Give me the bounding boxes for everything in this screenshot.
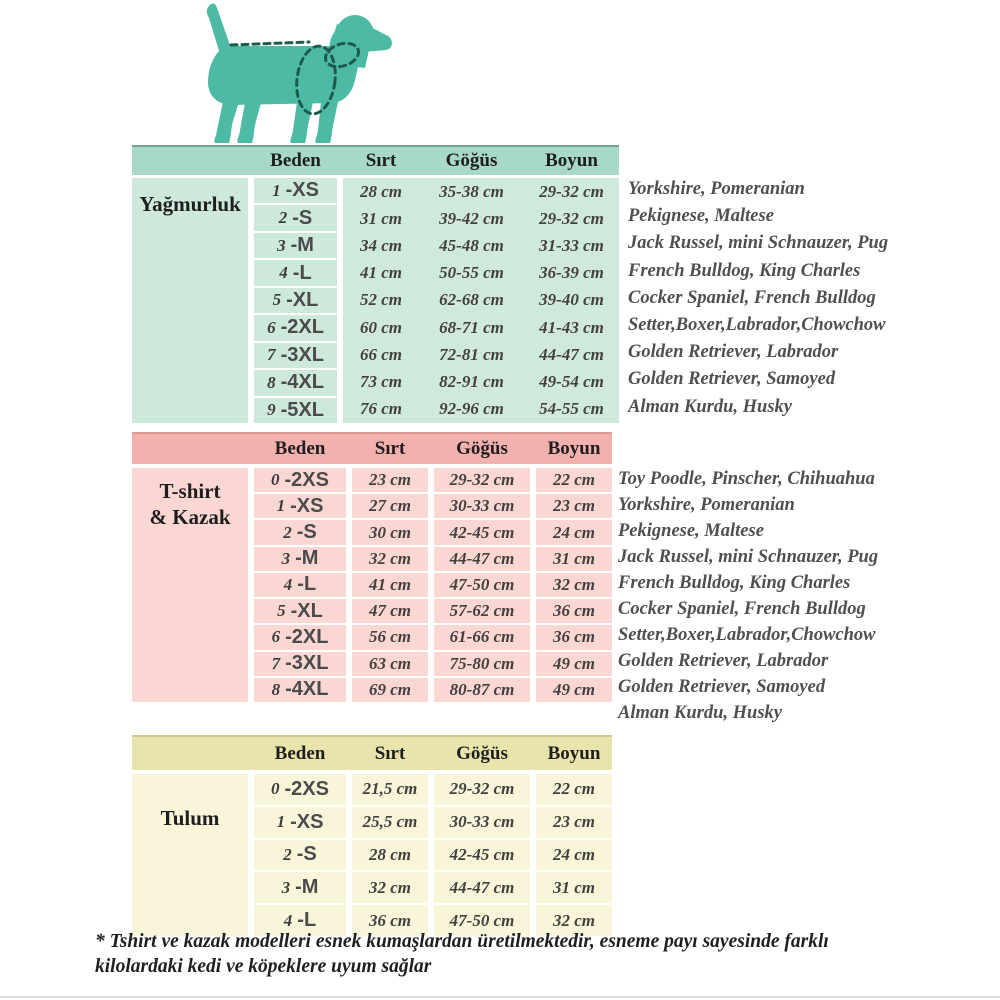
table-row [343, 205, 619, 232]
neck-measurement: 36-39 cm [539, 263, 604, 283]
neck-measurement: 31-33 cm [539, 236, 604, 256]
size-cell: 5 -XL [254, 599, 346, 625]
chest-measurement: 82-91 cm [439, 372, 504, 392]
chest-measurement: 29-32 cm [449, 470, 515, 490]
breed-entry: Golden Retriever, Labrador [618, 650, 829, 671]
boyun-column [536, 774, 612, 936]
chest-measurement: 44-47 cm [449, 548, 515, 568]
back-measurement: 73 cm [359, 372, 403, 392]
neck-measurement: 29-32 cm [539, 208, 604, 228]
sirt-column [352, 468, 428, 702]
sirt-column [352, 774, 428, 936]
back-measurement: 52 cm [359, 290, 403, 310]
neck-measurement: 41-43 cm [539, 317, 604, 337]
size-cell: 6 -2XL [254, 315, 337, 342]
back-measurement: 60 cm [359, 317, 403, 337]
measurements-block [343, 178, 619, 423]
size-table-yagmurluk [132, 145, 619, 423]
back-measurement: 56 cm [368, 627, 412, 647]
gogus-column [434, 468, 530, 702]
breed-entry: Toy Poodle, Pinscher, Chihuahua [618, 468, 875, 489]
bottom-divider [0, 996, 1000, 998]
back-measurement: 32 cm [368, 877, 412, 897]
breed-entry: Pekignese, Maltese [628, 206, 774, 227]
column-header-beden: Beden [274, 438, 326, 459]
breed-entry: Jack Russel, mini Schnauzer, Pug [618, 546, 879, 567]
size-cell: 3 -M [254, 872, 346, 905]
neck-measurement: 24 cm [552, 522, 596, 542]
breed-entry: Alman Kurdu, Husky [628, 396, 792, 417]
neck-measurement: 32 cm [552, 910, 596, 930]
breed-list-tshirt-kazak [618, 466, 878, 726]
size-cell: 4 -L [254, 260, 337, 287]
beden-column [254, 774, 346, 936]
breed-entry: Golden Retriever, Labrador [628, 342, 839, 363]
table-row [343, 369, 619, 396]
breed-entry: Pekignese, Maltese [618, 520, 764, 541]
size-cell: 9 -5XL [254, 398, 337, 423]
dog-leg-hind-front [237, 103, 261, 143]
column-header-boyun: Boyun [545, 150, 598, 171]
neck-measurement: 49-54 cm [539, 372, 604, 392]
table-row [343, 260, 619, 287]
neck-measurement: 36 cm [552, 601, 596, 621]
chest-measurement: 35-38 cm [439, 181, 504, 201]
size-table-tshirt-kazak [132, 432, 612, 702]
neck-measurement: 31 cm [552, 548, 596, 568]
breed-entry: Cocker Spaniel, French Bulldog [618, 598, 866, 619]
size-cell: 1 -XS [254, 807, 346, 840]
table-header-row [132, 145, 619, 175]
chest-measurement: 68-71 cm [439, 317, 504, 337]
chest-measurement: 62-68 cm [439, 290, 504, 310]
back-measurement: 25,5 cm [362, 812, 418, 832]
neck-measurement: 44-47 cm [539, 344, 604, 364]
size-cell: 0 -2XS [254, 774, 346, 807]
column-header-gogus: Göğüs [456, 742, 508, 764]
neck-measurement: 39-40 cm [539, 290, 604, 310]
breed-entry: Yorkshire, Pomeranian [618, 494, 795, 515]
size-cell: 4 -L [254, 905, 346, 936]
dog-leg-hind-back [214, 102, 239, 143]
back-measurement: 32 cm [368, 548, 412, 568]
table-row [343, 396, 619, 423]
size-table-tulum [132, 735, 612, 936]
chest-measurement: 45-48 cm [439, 236, 504, 256]
dog-silhouette-illustration [175, 0, 425, 148]
back-measurement: 76 cm [359, 399, 403, 419]
breed-entry: Yorkshire, Pomeranian [628, 179, 805, 200]
size-cell: 7 -3XL [254, 652, 346, 678]
table-row [343, 341, 619, 368]
breed-entry: Cocker Spaniel, French Bulldog [628, 287, 876, 308]
column-header-boyun: Boyun [547, 438, 601, 459]
back-measurement: 21,5 cm [362, 779, 418, 799]
size-cell: 6 -2XL [254, 625, 346, 651]
neck-measurement: 23 cm [552, 812, 596, 832]
breed-entry-continuation: Alman Kurdu, Husky [618, 702, 782, 723]
neck-measurement: 49 cm [552, 653, 596, 673]
size-cell: 8 -4XL [254, 370, 337, 397]
row-group-label-tulum: Tulum [132, 774, 248, 936]
column-header-boyun: Boyun [547, 742, 601, 764]
chest-measurement: 44-47 cm [449, 877, 515, 897]
dog-muzzle [363, 24, 392, 52]
chest-measurement: 50-55 cm [439, 263, 504, 283]
neck-measurement: 54-55 cm [539, 399, 604, 419]
back-measurement: 28 cm [359, 181, 403, 201]
column-header-beden: Beden [274, 742, 326, 764]
chest-measurement: 42-45 cm [449, 844, 515, 864]
chest-measurement: 30-33 cm [449, 812, 515, 832]
size-cell: 3 -M [254, 233, 337, 260]
breed-entry: Jack Russel, mini Schnauzer, Pug [628, 233, 889, 254]
column-header-gogus: Göğüs [456, 438, 508, 459]
neck-measurement: 22 cm [552, 779, 596, 799]
chest-measurement: 42-45 cm [449, 522, 515, 542]
chest-measurement: 30-33 cm [449, 496, 515, 516]
boyun-column [536, 468, 612, 702]
chest-measurement: 80-87 cm [449, 679, 515, 699]
back-measurement: 31 cm [359, 208, 403, 228]
size-cell: 1 -XS [254, 178, 337, 205]
size-cell: 8 -4XL [254, 678, 346, 702]
back-length-dashed-line [231, 42, 309, 45]
size-cell: 1 -XS [254, 494, 346, 520]
chest-measurement: 72-81 cm [439, 344, 504, 364]
back-measurement: 28 cm [368, 844, 412, 864]
back-measurement: 41 cm [359, 263, 403, 283]
chest-measurement: 47-50 cm [449, 910, 515, 930]
table-row [343, 314, 619, 341]
beden-column [254, 178, 337, 423]
breed-entry: Setter,Boxer,Labrador,Chowchow [618, 624, 876, 645]
breed-list-yagmurluk [628, 176, 888, 421]
neck-measurement: 22 cm [552, 470, 596, 490]
back-measurement: 23 cm [368, 470, 412, 490]
back-measurement: 27 cm [368, 496, 412, 516]
table-row [343, 178, 619, 205]
neck-measurement: 24 cm [552, 844, 596, 864]
neck-measurement: 32 cm [552, 574, 596, 594]
back-measurement: 41 cm [368, 574, 412, 594]
breed-entry: French Bulldog, King Charles [618, 572, 851, 593]
table-row [343, 232, 619, 259]
neck-measurement: 23 cm [552, 496, 596, 516]
back-measurement: 66 cm [359, 344, 403, 364]
breed-entry: Golden Retriever, Samoyed [628, 369, 836, 390]
size-cell: 2 -S [254, 205, 337, 232]
table-header-row [132, 432, 612, 464]
chest-measurement: 39-42 cm [439, 208, 504, 228]
breed-entry: Golden Retriever, Samoyed [618, 676, 826, 697]
chest-measurement: 75-80 cm [449, 653, 515, 673]
size-cell: 0 -2XS [254, 468, 346, 494]
neck-measurement: 49 cm [552, 679, 596, 699]
table-row [343, 287, 619, 314]
column-header-beden: Beden [270, 150, 321, 171]
chest-measurement: 57-62 cm [449, 601, 515, 621]
neck-measurement: 36 cm [552, 627, 596, 647]
chest-measurement: 47-50 cm [449, 574, 515, 594]
column-header-sirt: Sırt [374, 438, 406, 459]
size-cell: 7 -3XL [254, 343, 337, 370]
back-measurement: 47 cm [368, 601, 412, 621]
dog-leg-front-front [315, 102, 338, 143]
size-cell: 4 -L [254, 573, 346, 599]
neck-measurement: 31 cm [552, 877, 596, 897]
table-header-row [132, 735, 612, 770]
size-cell: 5 -XL [254, 288, 337, 315]
chest-measurement: 29-32 cm [449, 779, 515, 799]
row-group-label-tshirt-kazak: T-shirt & Kazak [132, 468, 248, 702]
chest-measurement: 92-96 cm [439, 399, 504, 419]
dog-leg-front-back [290, 102, 313, 143]
back-measurement: 69 cm [368, 679, 412, 699]
column-header-sirt: Sırt [365, 150, 397, 171]
column-header-sirt: Sırt [374, 742, 406, 764]
breed-entry: French Bulldog, King Charles [628, 260, 861, 281]
back-measurement: 36 cm [368, 910, 412, 930]
gogus-column [434, 774, 530, 936]
neck-measurement: 29-32 cm [539, 181, 604, 201]
chest-measurement: 61-66 cm [449, 627, 515, 647]
breed-entry: Setter,Boxer,Labrador,Chowchow [628, 315, 886, 336]
size-cell: 3 -M [254, 547, 346, 573]
back-measurement: 63 cm [368, 653, 412, 673]
size-cell: 2 -S [254, 840, 346, 873]
back-measurement: 30 cm [368, 522, 412, 542]
beden-column [254, 468, 346, 702]
footnote: * Tshirt ve kazak modelleri esnek kumaşlardan üretilmektedir, esneme payı sayesinde farklı kilolardaki kedi ve köpeklere uyum sağlar [95, 931, 829, 977]
size-cell: 2 -S [254, 520, 346, 546]
column-header-gogus: Göğüs [445, 150, 498, 171]
row-group-label-yagmurluk: Yağmurluk [132, 178, 248, 423]
back-measurement: 34 cm [359, 236, 403, 256]
